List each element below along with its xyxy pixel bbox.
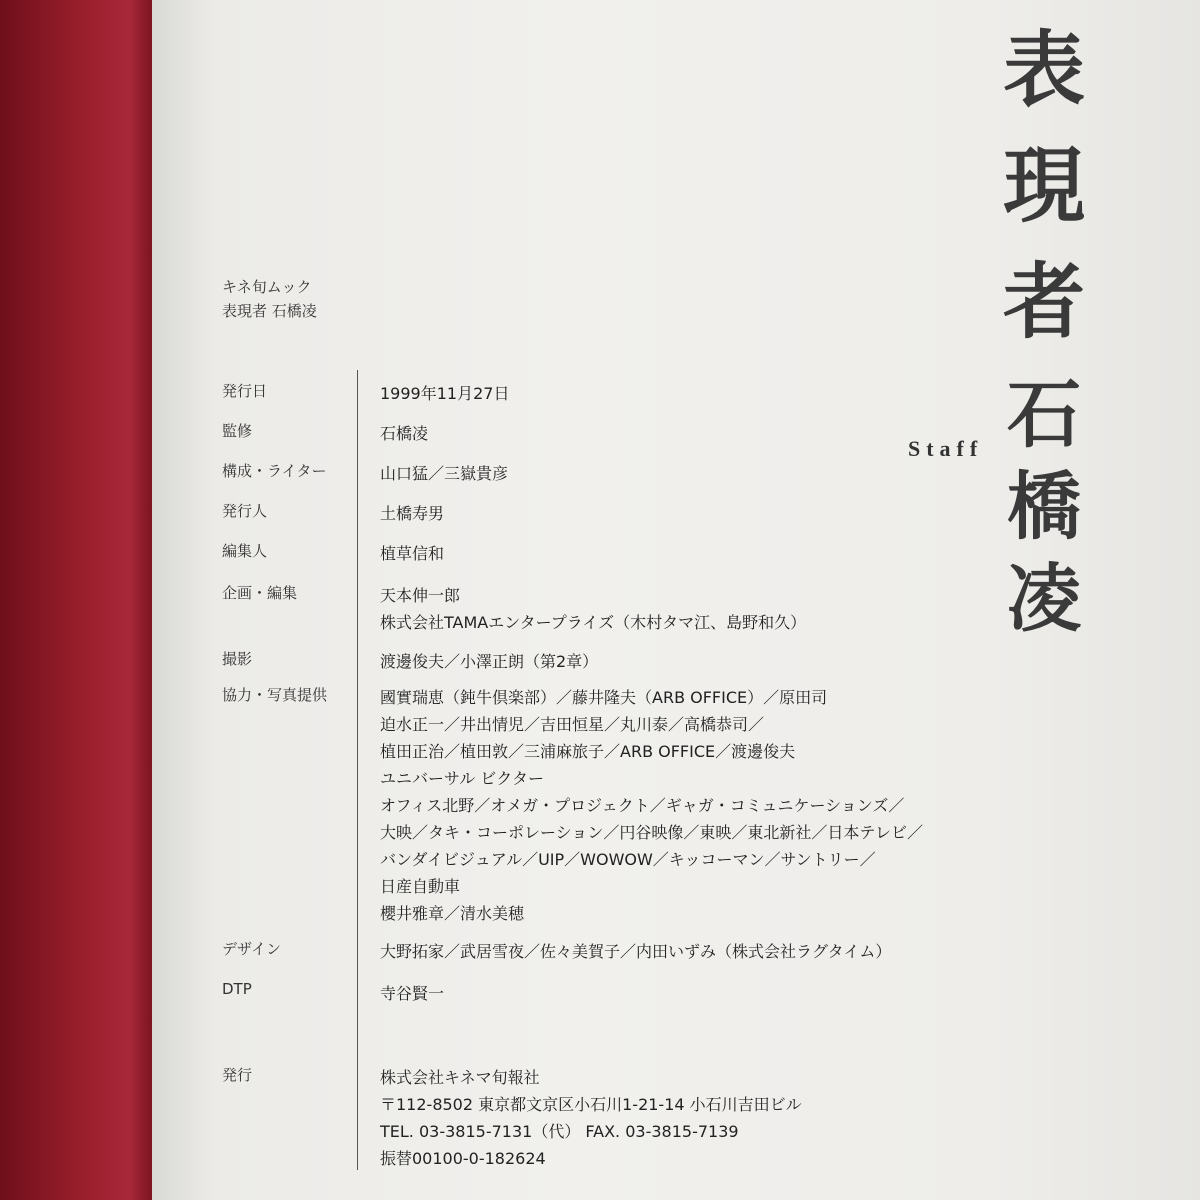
credit-values [380,648,1160,675]
credit-label: 構成・ライター [222,462,327,480]
credit-label: 企画・編集 [222,584,298,602]
credit-value: 振替00100-0-182624 [380,1149,546,1168]
title-char: 石 [1007,372,1081,458]
column-divider [357,370,358,1170]
credit-values [380,380,1160,407]
credit-value: 迫水正一／井出情児／吉田恒星／丸川泰／高橋恭司／ [380,715,765,734]
credit-value: 渡邊俊夫／小澤正朗（第2章） [380,652,599,671]
credit-label: DTP [222,980,252,998]
colophon-page [152,0,1200,1200]
credit-values [380,684,1160,927]
credit-value: 植田正治／植田敦／三浦麻旅子／ARB OFFICE／渡邊俊夫 [380,742,796,761]
credit-value: 寺谷賢一 [380,984,445,1003]
credit-value: 大野拓家／武居雪夜／佐々美賀子／内田いずみ（株式会社ラグタイム） [380,942,892,961]
staff-heading: Staff [908,436,984,461]
credit-values [380,540,1160,567]
title-char: 橋 [1007,464,1081,550]
credit-value: 土橋寿男 [380,504,445,523]
credit-values [380,1064,1160,1172]
credit-label: 発行人 [222,502,268,520]
credit-value: TEL. 03-3815-7131（代） FAX. 03-3815-7139 [380,1122,739,1141]
credit-value: 山口猛／三嶽貴彦 [380,464,509,483]
credit-label: 発行日 [222,382,268,400]
credit-label: デザイン [222,940,281,958]
credit-value: 植草信和 [380,544,445,563]
credit-value: ユニバーサル ビクター [380,769,544,788]
credit-value: 〒112-8502 東京都文京区小石川1-21-14 小石川吉田ビル [380,1095,802,1114]
credit-values [380,500,1160,527]
credit-label: 発行 [222,1066,253,1084]
credit-value: オフィス北野／オメガ・プロジェクト／ギャガ・コミュニケーションズ／ [380,796,905,815]
title-char: 者 [1002,255,1085,350]
series-title: 表現者 石橋凌 [222,302,317,320]
credit-values [380,980,1160,1007]
credit-values [380,582,1160,636]
credit-value: 櫻井雅章／清水美穂 [380,904,525,923]
credit-value: 天本伸一郎 [380,586,461,605]
title-char: 現 [1002,139,1085,234]
credit-value: 石橋凌 [380,424,429,443]
credit-value: 國實瑞恵（鈍牛倶楽部）／藤井隆夫（ARB OFFICE）／原田司 [380,688,828,707]
credit-label: 監修 [222,422,253,440]
series-name: キネ旬ムック [222,278,312,296]
credit-values [380,420,1160,447]
credit-value: 大映／タキ・コーポレーション／円谷映像／東映／東北新社／日本テレビ／ [380,823,924,842]
credit-value: 株式会社キネマ旬報社 [380,1068,540,1087]
credit-label: 編集人 [222,542,268,560]
credit-value: 1999年11月27日 [380,384,510,403]
credit-label: 協力・写真提供 [222,686,328,704]
credit-value: バンダイビジュアル／UIP／WOWOW／キッコーマン／サントリー／ [380,850,876,869]
credit-values [380,938,1160,965]
title-char: 表 [1002,23,1085,118]
credit-label: 撮影 [222,650,253,668]
title-char: 凌 [1007,556,1081,642]
book-spine [0,0,152,1200]
series-info [222,275,317,323]
credit-values [380,460,1160,487]
credit-value: 日産自動車 [380,877,461,896]
credit-value: 株式会社TAMAエンタープライズ（木村タマ江、島野和久） [380,613,807,632]
